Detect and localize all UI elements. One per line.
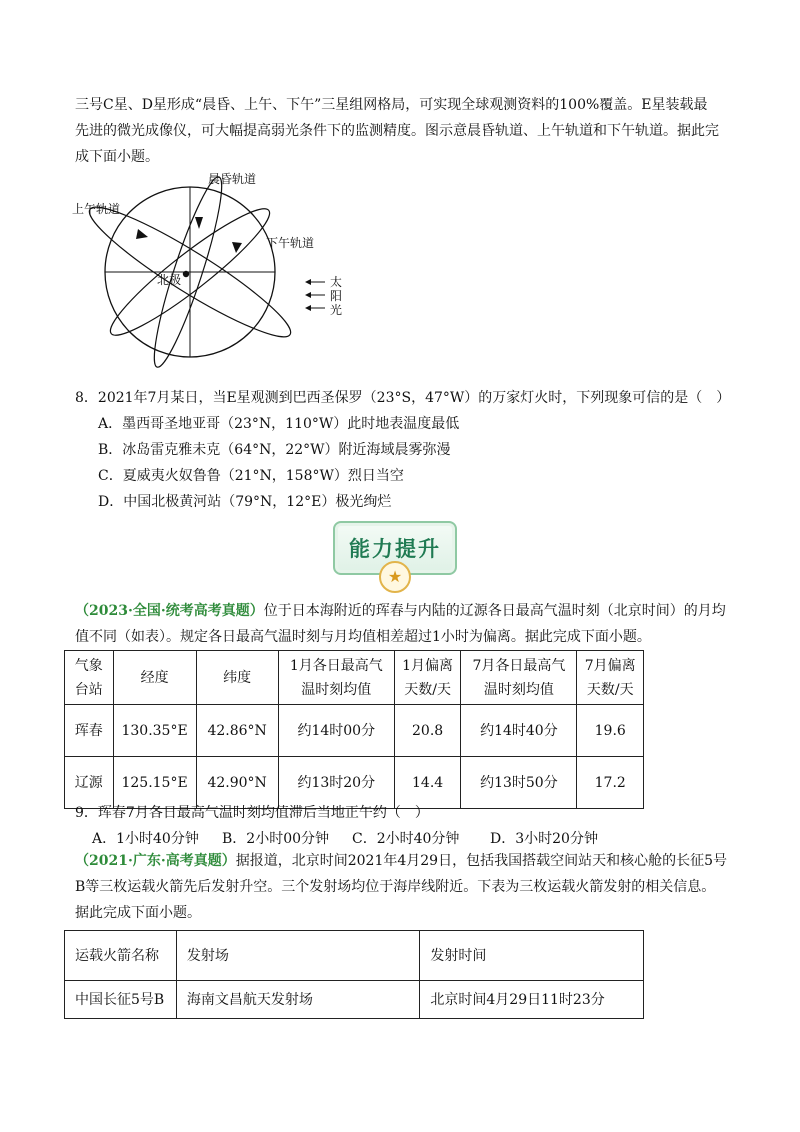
rocket-launch-table [64,930,644,1019]
table-cell: 北京时间4月29日11时23分 [420,981,644,1019]
header-launch-time: 发射时间 [420,931,644,981]
passage-3-line-1 [75,848,735,874]
table-cell: 19.6 [577,705,644,757]
ability-badge-label: 能力提升 [333,521,457,575]
passage-2-line-2: 值不同（如表）。规定各日最高气温时刻与月均值相差超过1小时为偏离。据此完成下面小题。 [75,629,651,645]
header-jul-time [461,651,577,705]
table-cell: 约14时00分 [278,705,394,757]
q9-option-c[interactable]: C．2小时40分钟 [352,831,460,847]
header-jul-days [577,651,644,705]
label-sun-3: 光 [330,303,343,317]
source-2023: （2023·全国·统考高考真题） [75,603,264,619]
weather-station-table [64,650,644,809]
passage-2-line-1-text: 位于日本海附近的珲春与内陆的辽源各日最高气温时刻（北京时间）的月均 [263,603,726,619]
source-2021: （2021·广东·高考真题） [75,853,236,869]
orbit-arrow-1 [136,229,148,239]
table-cell: 辽源 [65,757,114,809]
header-station-2: 台站 [74,681,103,698]
label-sun-2: 阳 [330,289,343,303]
passage-2 [75,598,735,650]
table-cell: 海南文昌航天发射场 [176,981,420,1019]
label-north-pole: 北极 [157,273,182,287]
sun-arrowhead-3 [305,305,311,311]
intro-line-3: 成下面小题。 [75,149,159,165]
label-dawn-dusk-orbit: 晨昏轨道 [208,172,257,186]
table-cell: 约13时50分 [461,757,577,809]
q8-option-d[interactable]: D．中国北极黄河站（79°N，12°E）极光绚烂 [98,494,392,510]
label-afternoon-orbit: 下午轨道 [266,236,315,250]
header-jul-time-2: 温时刻均值 [483,681,554,698]
q8-option-c[interactable]: C．夏威夷火奴鲁鲁（21°N，158°W）烈日当空 [98,468,404,484]
passage-3 [75,848,735,926]
header-station-1: 气象 [74,657,103,674]
sun-arrowhead-2 [305,292,311,298]
label-sun-1: 太 [330,275,343,289]
header-jul-time-1: 7月各日最高气 [472,657,566,674]
sun-arrowhead-1 [305,279,311,285]
table-cell: 约13时20分 [278,757,394,809]
q8-option-a[interactable]: A．墨西哥圣地亚哥（23°N，110°W）此时地表温度最低 [98,416,460,432]
header-jan-days-2: 天数/天 [404,681,451,698]
orbit-arrow-3 [195,217,203,229]
table-cell: 珲春 [65,705,114,757]
table-row [65,981,644,1019]
q9-option-d[interactable]: D．3小时20分钟 [490,831,598,847]
intro-line-1: 三号C星、D星形成“晨昏、上午、下午”三星组网格局，可实现全球观测资料的100%覆盖。E星装载最 [75,97,708,113]
table-cell: 42.90°N [196,757,278,809]
header-jan-time-2: 温时刻均值 [301,681,372,698]
table-row [65,757,644,809]
header-latitude: 纬度 [196,651,278,705]
passage-3-line-2: B等三枚运载火箭先后发射升空。三个发射场均位于海岸线附近。下表为三枚运载火箭发射的相关信息。 [75,879,716,895]
q9-stem: 9．珲春7月各日最高气温时刻均值滞后当地正午约（ ） [75,805,429,821]
q8-option-b[interactable]: B．冰岛雷克雅未克（64°N，22°W）附近海域晨雾弥漫 [98,442,451,458]
table-header-row [65,931,644,981]
passage-3-line-3: 据此完成下面小题。 [75,905,201,921]
header-jul-days-1: 7月偏离 [584,657,636,674]
table-header-row [65,651,644,705]
header-jul-days-2: 天数/天 [586,681,634,698]
label-morning-orbit: 上午轨道 [72,202,121,216]
header-longitude: 经度 [113,651,196,705]
header-rocket-name: 运载火箭名称 [65,931,177,981]
intro-line-2: 先进的微光成像仪，可大幅提高弱光条件下的监测精度。图示意晨昏轨道、上午轨道和下午轨道。据此完 [75,123,719,139]
q9-option-a[interactable]: A．1小时40分钟 [92,831,199,847]
header-jan-days [394,651,461,705]
q8-stem: 8．2021年7月某日，当E星观测到巴西圣保罗（23°S，47°W）的万家灯火时，下列现象可信的是（ ） [75,390,731,406]
north-pole-dot [183,271,189,277]
star-icon: ★ [379,561,411,593]
header-jan-time-1: 1月各日最高气 [289,657,383,674]
table-cell: 17.2 [577,757,644,809]
header-jan-time [278,651,394,705]
table-cell: 20.8 [394,705,461,757]
table-cell: 中国长征5号B [65,981,177,1019]
header-jan-days-1: 1月偏离 [402,657,454,674]
table-cell: 42.86°N [196,705,278,757]
table-row [65,705,644,757]
table-cell: 130.35°E [113,705,196,757]
q9-option-b[interactable]: B．2小时00分钟 [222,831,330,847]
header-station [65,651,114,705]
table-cell: 125.15°E [113,757,196,809]
table-cell: 14.4 [394,757,461,809]
passage-3-line-1-text: 据报道，北京时间2021年4月29日，包括我国搭载空间站天和核心舱的长征5号 [235,853,727,869]
passage-2-line-1 [75,598,735,624]
ability-badge [333,521,457,591]
table-cell: 约14时40分 [461,705,577,757]
header-launch-site: 发射场 [176,931,420,981]
orbit-diagram [60,165,360,375]
intro-paragraph [75,92,735,170]
